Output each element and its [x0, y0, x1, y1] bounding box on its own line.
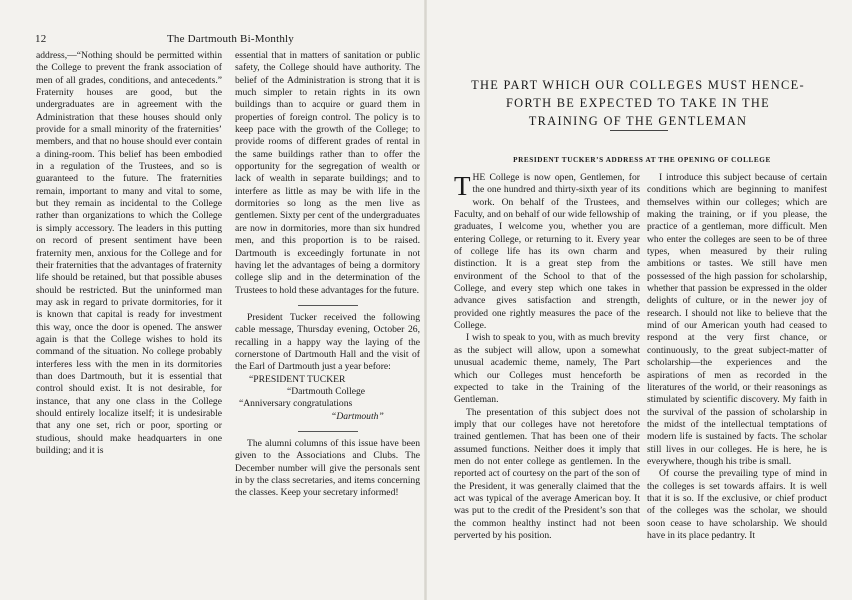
cable-line: “Dartmouth”: [331, 410, 384, 422]
drop-cap: T: [454, 171, 471, 201]
paragraph: I introduce this subject because of certain conditions which are beginning to manifest themselves within our colleges; which are making the training, or if you please, the practice of a gentleman, more difficult. Men who enter the colleges are seen to be of three types, when measured by their ruling ambitions or tastes. We still have men possessed of the high passion for scholarship, whether that passion be expressed in the older delights of culture, or in the newer joy of research. I should not like to believe that the mind of our American youth had ceased to respond at the very first chance, or continuously, to the great subject-matter of scholarship—the experiences and the aspirations of men as recorded in the literatures of the world, or their reasonings as stimulated by scientific discovery. My faith in the survival of the passion of scholarship in the midst of the intellectual temptations of modern life is sustained by facts. The scholar still lives in our colleges. He is here, he is everywhere, though his tribe is small.: [647, 172, 827, 467]
left-column-2: [235, 50, 420, 500]
running-title: The Dartmouth Bi-Monthly: [167, 33, 295, 45]
paragraph: President Tucker received the following cable message, Thursday evening, October 26, recalling in a happy way the laying of the cornerstone of Dartmouth Hall and the visit of the Earl of Dartmouth just a year before:: [235, 311, 420, 373]
article-title: [448, 76, 828, 130]
left-column-1: [36, 50, 222, 457]
paragraph: The alumni columns of this issue have been given to the Associations and Clubs. The December number will give the personals sent in by the class secretaries, and items concerning the classes. Keep your secretary informed!: [235, 437, 420, 499]
paragraph: I wish to speak to you, with as much brevity as the subject will allow, upon a somewhat unusual academic theme, namely, The Part which our Colleges must henceforth be expected to take in the Training of the Gentleman.: [454, 332, 640, 406]
title-line: FORTH BE EXPECTED TO TAKE IN THE: [505, 96, 771, 110]
section-divider: [298, 305, 358, 306]
paragraph-text: HE College is now open, Gentlemen, for the one hundred and thirty-sixth year of its work. On behalf of the Trustees, and Faculty, and on behalf of our wide fellowship of graduates, I welcome you, whether you are entering College, or returning to it. Every year of college life has its own charm and distinction. It is a great step from the environment of the School to that of the College, and every step which one takes in advance gives satisfaction and strength, provided one rightly measures the pace of the College.: [454, 172, 640, 332]
right-column-2: [647, 172, 827, 542]
paragraph: Of course the prevailing type of mind in the colleges is set towards affairs. It is well that it is so. If the exclusive, or chief product of the colleges was the scholar, we should soon cease to have scholarship. We should have in its place pedantry. It: [647, 468, 827, 541]
right-column-1: [454, 172, 640, 542]
cable-line: “PRESIDENT TUCKER: [249, 373, 346, 385]
cable-line: “Dartmouth College: [287, 385, 366, 397]
cable-message: [235, 374, 420, 423]
paragraph: essential that in matters of sanitation or public safety, the College should have authority. The belief of the Administration is strong that it is much simpler to retain rights in its own buildings than to acquire or guard them in properties of foreign control. The policy is to keep pace with the growth of the College; to provide rooms of different grades of rental in the same buildings rather than to offer the opportunity for the segregation of wealth or lack of wealth in separate buildings; and to interfere as little as may be with life in the dormitories so long as the men live as gentlemen. Sixty per cent of the undergraduates are now in dormitories, more than six hundred men, and this proportion is to be raised. Dartmouth is exceedingly fortunate in not having let the advantages of being a dormitory college slip and in the determination of the Trustees to hold these advantages for the future.: [235, 50, 420, 296]
paragraph: address,—“Nothing should be permitted within the College to prevent the frank association of men of all grades, conditions, and antecedents.” Fraternity houses are good, but the undergraduates are in agreement with the Administration that these houses should only provide for a small minority of the fraternities’ members, and that no house should ever contain a dining-room. This belief has been embodied in a regulation of the Trustees, and so is guaranteed to the future. The fraternities remain, important to many and vital to some, but they remain as incidental to the College rather than organizations to which the College is simply accessory. The leaders in this putting on record of present sentiment have been fraternity men, anxious for the College and for their fraternities that the advantages of fraternity life should be retained, but that possible abuses should be restricted. But the uninformed man may ask in regard to private dormitories, for it is known that capital is ready for investment this way, once the door is opened. The answer again is that the College wishes to hold its command of the situation. No college probably interferes less with the men in its dormitories than does Dartmouth, but it is essential that control should exist. It is not desirable, for instance, that any one class in the College should entirely localize itself; it is undesirable that any one set, rich or poor, sporting or studious, should make headquarters in one building; and it is: [36, 50, 222, 456]
paragraph: The presentation of this subject does not imply that our colleges have not heretofore trained gentlemen. That has been one of their assumed functions. Neither does it imply that men do not enter college as gentlemen. In the reported act of courtesy on the part of the son of the President, it was generally claimed that the act was typical of the average American boy. It was put to the credit of the President’s son that the common healthy instinct had not been perverted by his position.: [454, 406, 640, 541]
article-byline: PRESIDENT TUCKER’S ADDRESS AT THE OPENING OF COLLEGE: [513, 156, 771, 164]
title-line: TRAINING OF THE GENTLEMAN: [528, 114, 748, 128]
paragraph: [454, 172, 640, 332]
page-number: 12: [35, 33, 47, 45]
cable-line: “Anniversary congratulations: [239, 398, 353, 410]
title-divider: [610, 130, 668, 131]
section-divider: [298, 431, 358, 432]
title-line: THE PART WHICH OUR COLLEGES MUST HENCE-: [471, 78, 805, 92]
